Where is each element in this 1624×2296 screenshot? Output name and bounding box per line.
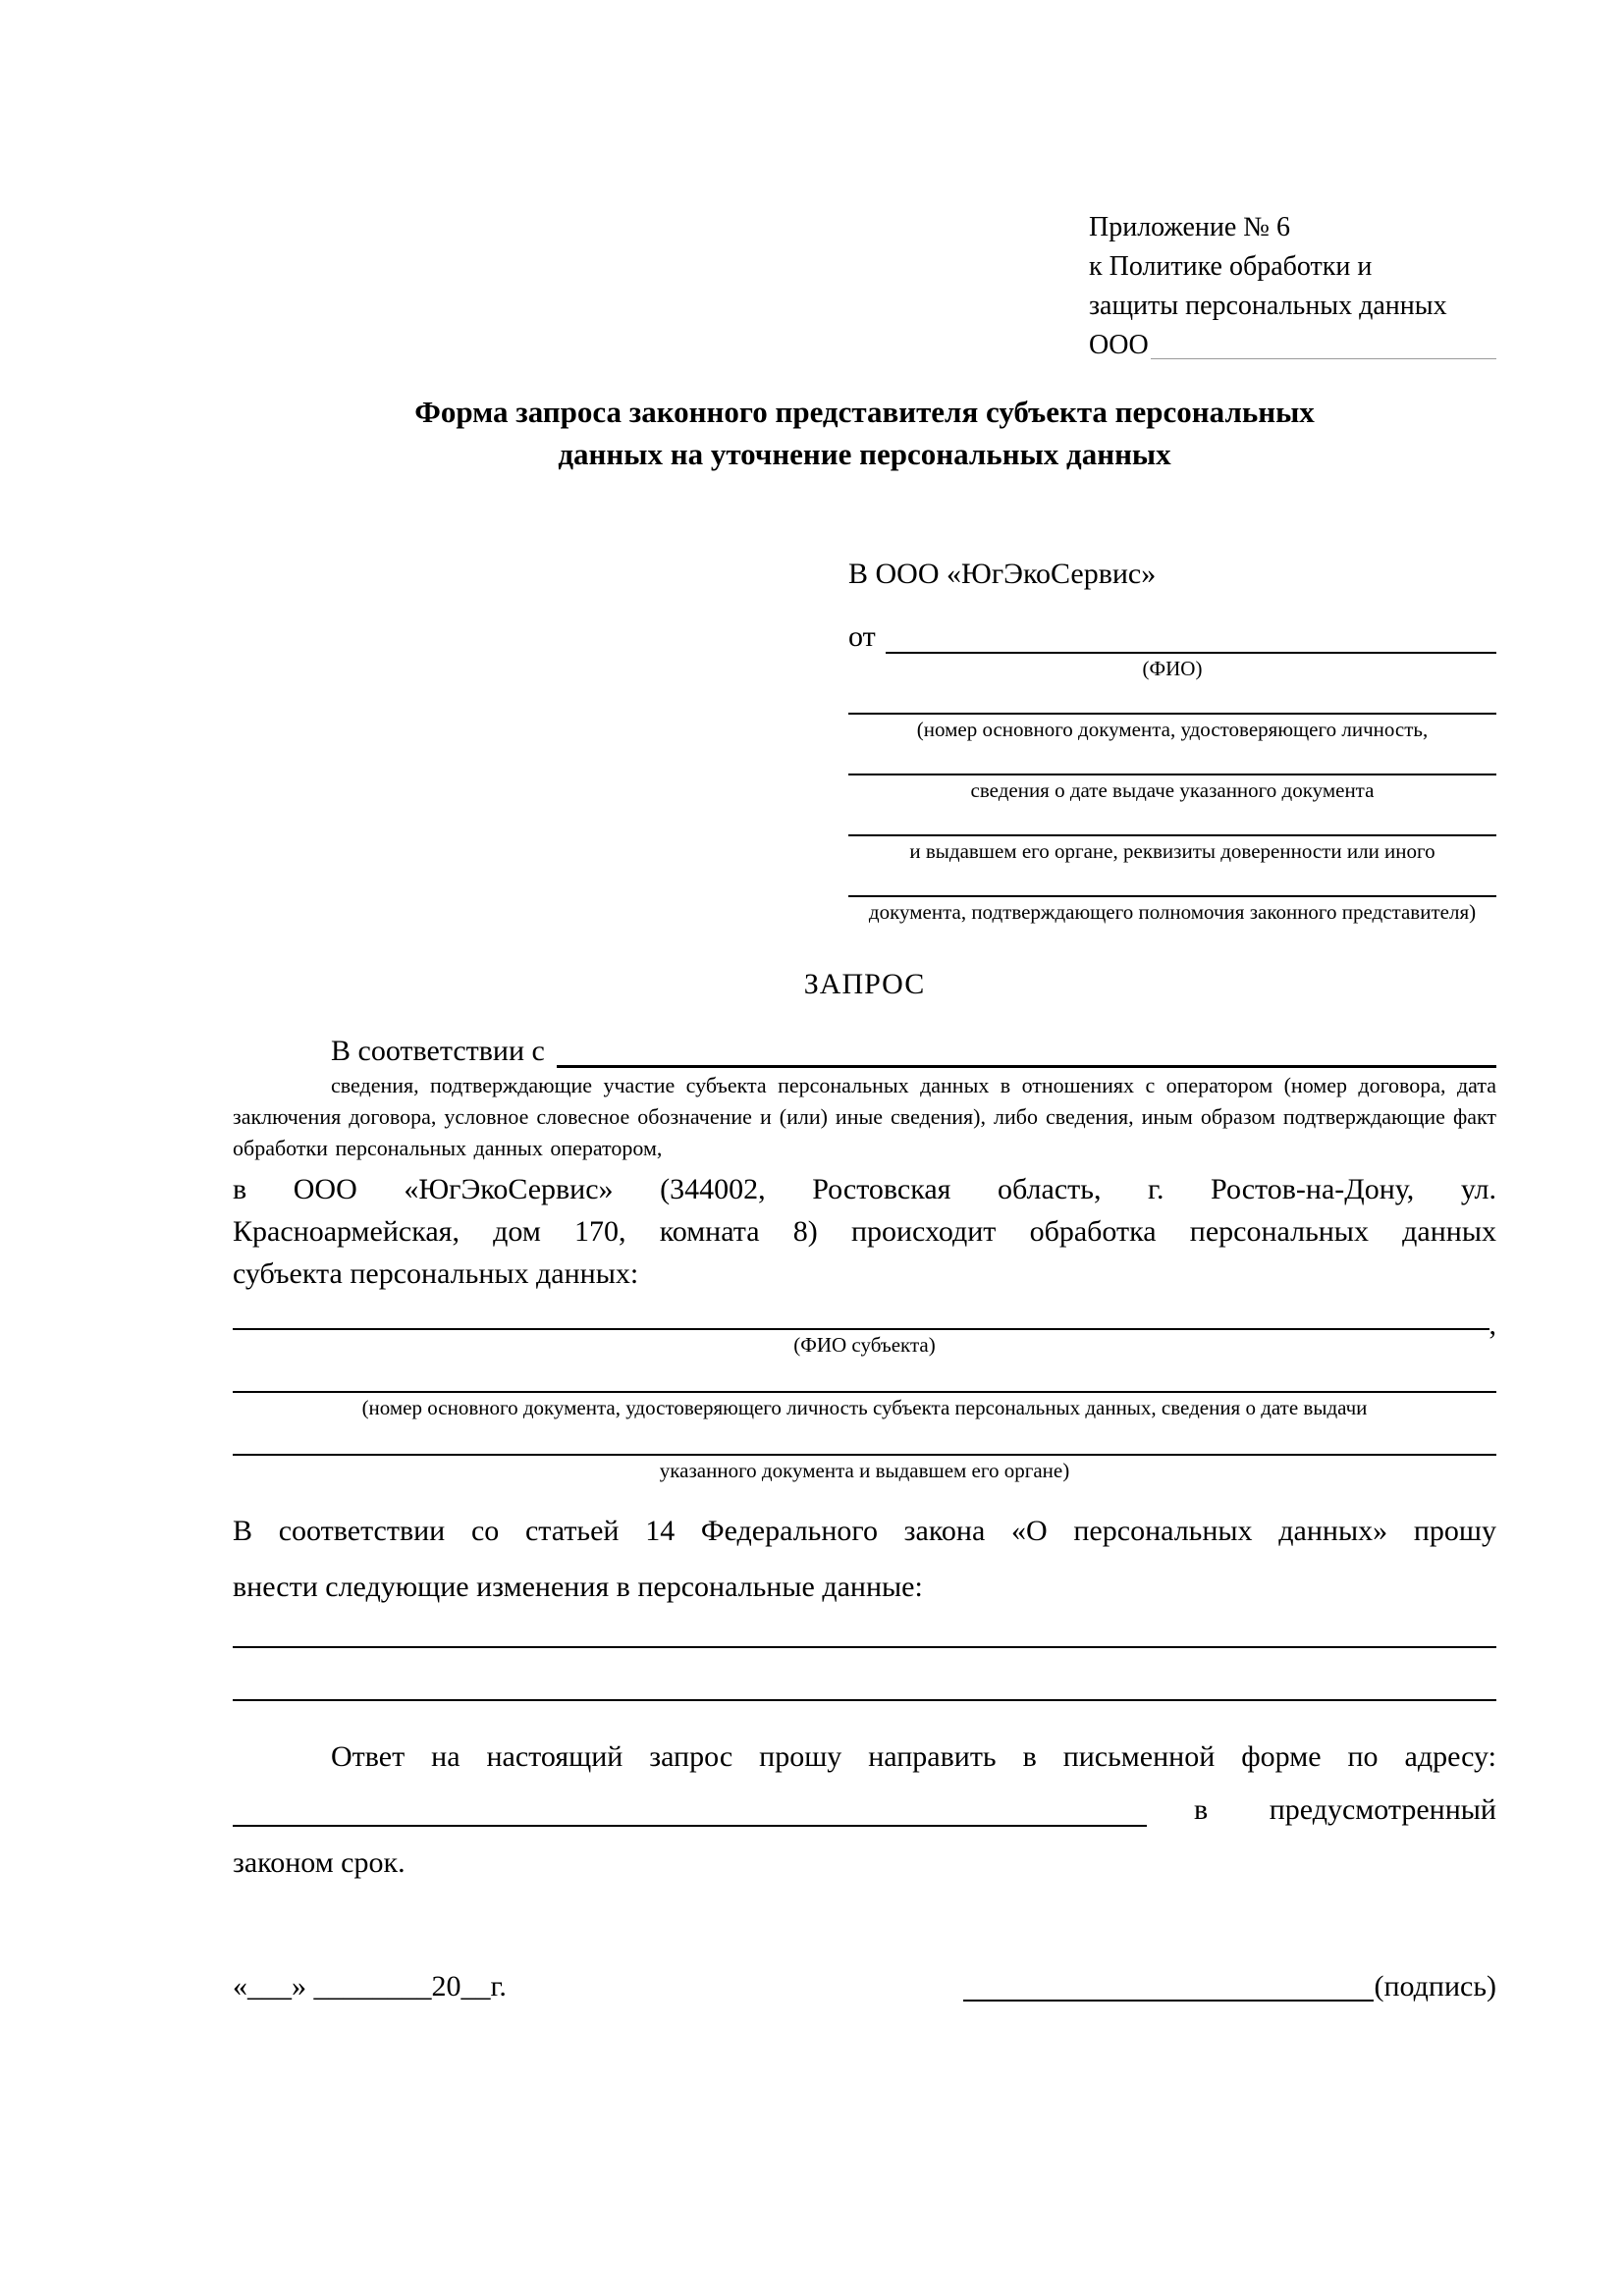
id-doc-caption-4: документа, подтверждающего полномочия законного представителя) [868, 900, 1477, 924]
id-doc-caption-3: и выдавшем его органе, реквизиты доверенности или иного [909, 839, 1435, 863]
from-label: от [848, 620, 876, 653]
reply-address-row [233, 1786, 1496, 1827]
annex-line-2: к Политике обработки и [1089, 251, 1373, 282]
form-title-line-2: данных на уточнение персональных данных [558, 437, 1171, 471]
fio-caption: (ФИО) [1142, 657, 1203, 680]
from-row [848, 613, 1496, 654]
law-paragraph [233, 1503, 1496, 1615]
form-title-line-1: Форма запроса законного представителя субъекта персональных [414, 395, 1315, 429]
subject-doc-caption-2: указанного документа и выдавшем его органе) [659, 1459, 1070, 1482]
id-doc-group-3 [848, 834, 1496, 864]
subject-doc-blank-line-1 [233, 1391, 1496, 1393]
reply-word-2: предусмотренный [1269, 1793, 1496, 1826]
id-doc-caption-2: сведения о дате выдаче указанного документа [970, 778, 1375, 802]
annex-line-1: Приложение № 6 [1089, 212, 1290, 242]
date-blank: «___» ________20__г. [233, 1970, 507, 2002]
reply-word-1: в [1194, 1793, 1209, 1826]
form-title [233, 391, 1496, 475]
reply-line-1: Ответ на настоящий запрос прошу направить в письменной форме по адресу: [331, 1740, 1496, 1773]
subject-fio-caption: (ФИО субъекта) [793, 1333, 936, 1357]
signature-caption: (подпись) [1374, 1970, 1496, 2002]
blank-line [848, 713, 1496, 715]
operator-line-1: в ООО «ЮгЭкоСервис» (344002, Ростовская область, г. Ростов-на-Дону, ул. [233, 1173, 1496, 1205]
subject-fio-blank-line [233, 1328, 1489, 1330]
id-doc-caption-1: (номер основного документа, удостоверяющего личность, [916, 718, 1429, 741]
changes-blank-line-1 [233, 1646, 1496, 1648]
subject-comma: , [1489, 1308, 1496, 1341]
intro-blank-line [557, 1065, 1496, 1068]
intro-footnote: сведения, подтверждающие участие субъекта персональных данных в отношениях с оператором (номер договора, дата заключения договора, условное словесное обозначение и (или) иные сведения), либо сведения, иным образом подтверждающие факт обработки персональных данных оператором, [233, 1073, 1496, 1160]
intro-row [233, 1027, 1496, 1068]
footer-row [233, 1962, 1496, 2003]
from-blank-line [886, 652, 1496, 654]
annex-org-line [1089, 326, 1496, 365]
blank-line [848, 895, 1496, 897]
id-doc-group-2 [848, 774, 1496, 803]
request-heading: ЗАПРОС [803, 968, 926, 1000]
reply-address-blank-line [233, 1825, 1147, 1827]
changes-blank-line-2 [233, 1699, 1496, 1701]
id-doc-group-1 [848, 713, 1496, 742]
addressee-org: В ООО «ЮгЭкоСервис» [848, 558, 1157, 590]
law-line-1: В соответствии со статьей 14 Федерального закона «О персональных данных» прошу [233, 1515, 1496, 1547]
intro-label: В соответствии с [331, 1035, 545, 1067]
subject-fio-row [233, 1308, 1496, 1341]
blank-line [848, 774, 1496, 775]
signature-group [963, 1970, 1496, 2003]
law-line-2: внести следующие изменения в персональные данные: [233, 1571, 923, 1603]
operator-line-2: Красноармейская, дом 170, комната 8) происходит обработка персональных данных [233, 1215, 1496, 1248]
subject-doc-caption-1: (номер основного документа, удостоверяющего личность субъекта персональных данных, сведения о дате выдачи [361, 1396, 1368, 1419]
annex-org-blank-line [1151, 358, 1496, 359]
addressee-block [848, 554, 1496, 925]
signature-blank-line [963, 2000, 1374, 2002]
annex-org-prefix: ООО [1089, 330, 1149, 360]
annex-block [1089, 208, 1496, 365]
operator-line-3: субъекта персональных данных: [233, 1257, 639, 1290]
id-doc-group-4 [848, 895, 1496, 925]
blank-line [848, 834, 1496, 836]
subject-doc-blank-line-2 [233, 1454, 1496, 1456]
reply-line-3: законом срок. [233, 1846, 406, 1879]
operator-paragraph [233, 1168, 1496, 1295]
annex-line-3: защиты персональных данных [1089, 291, 1447, 321]
